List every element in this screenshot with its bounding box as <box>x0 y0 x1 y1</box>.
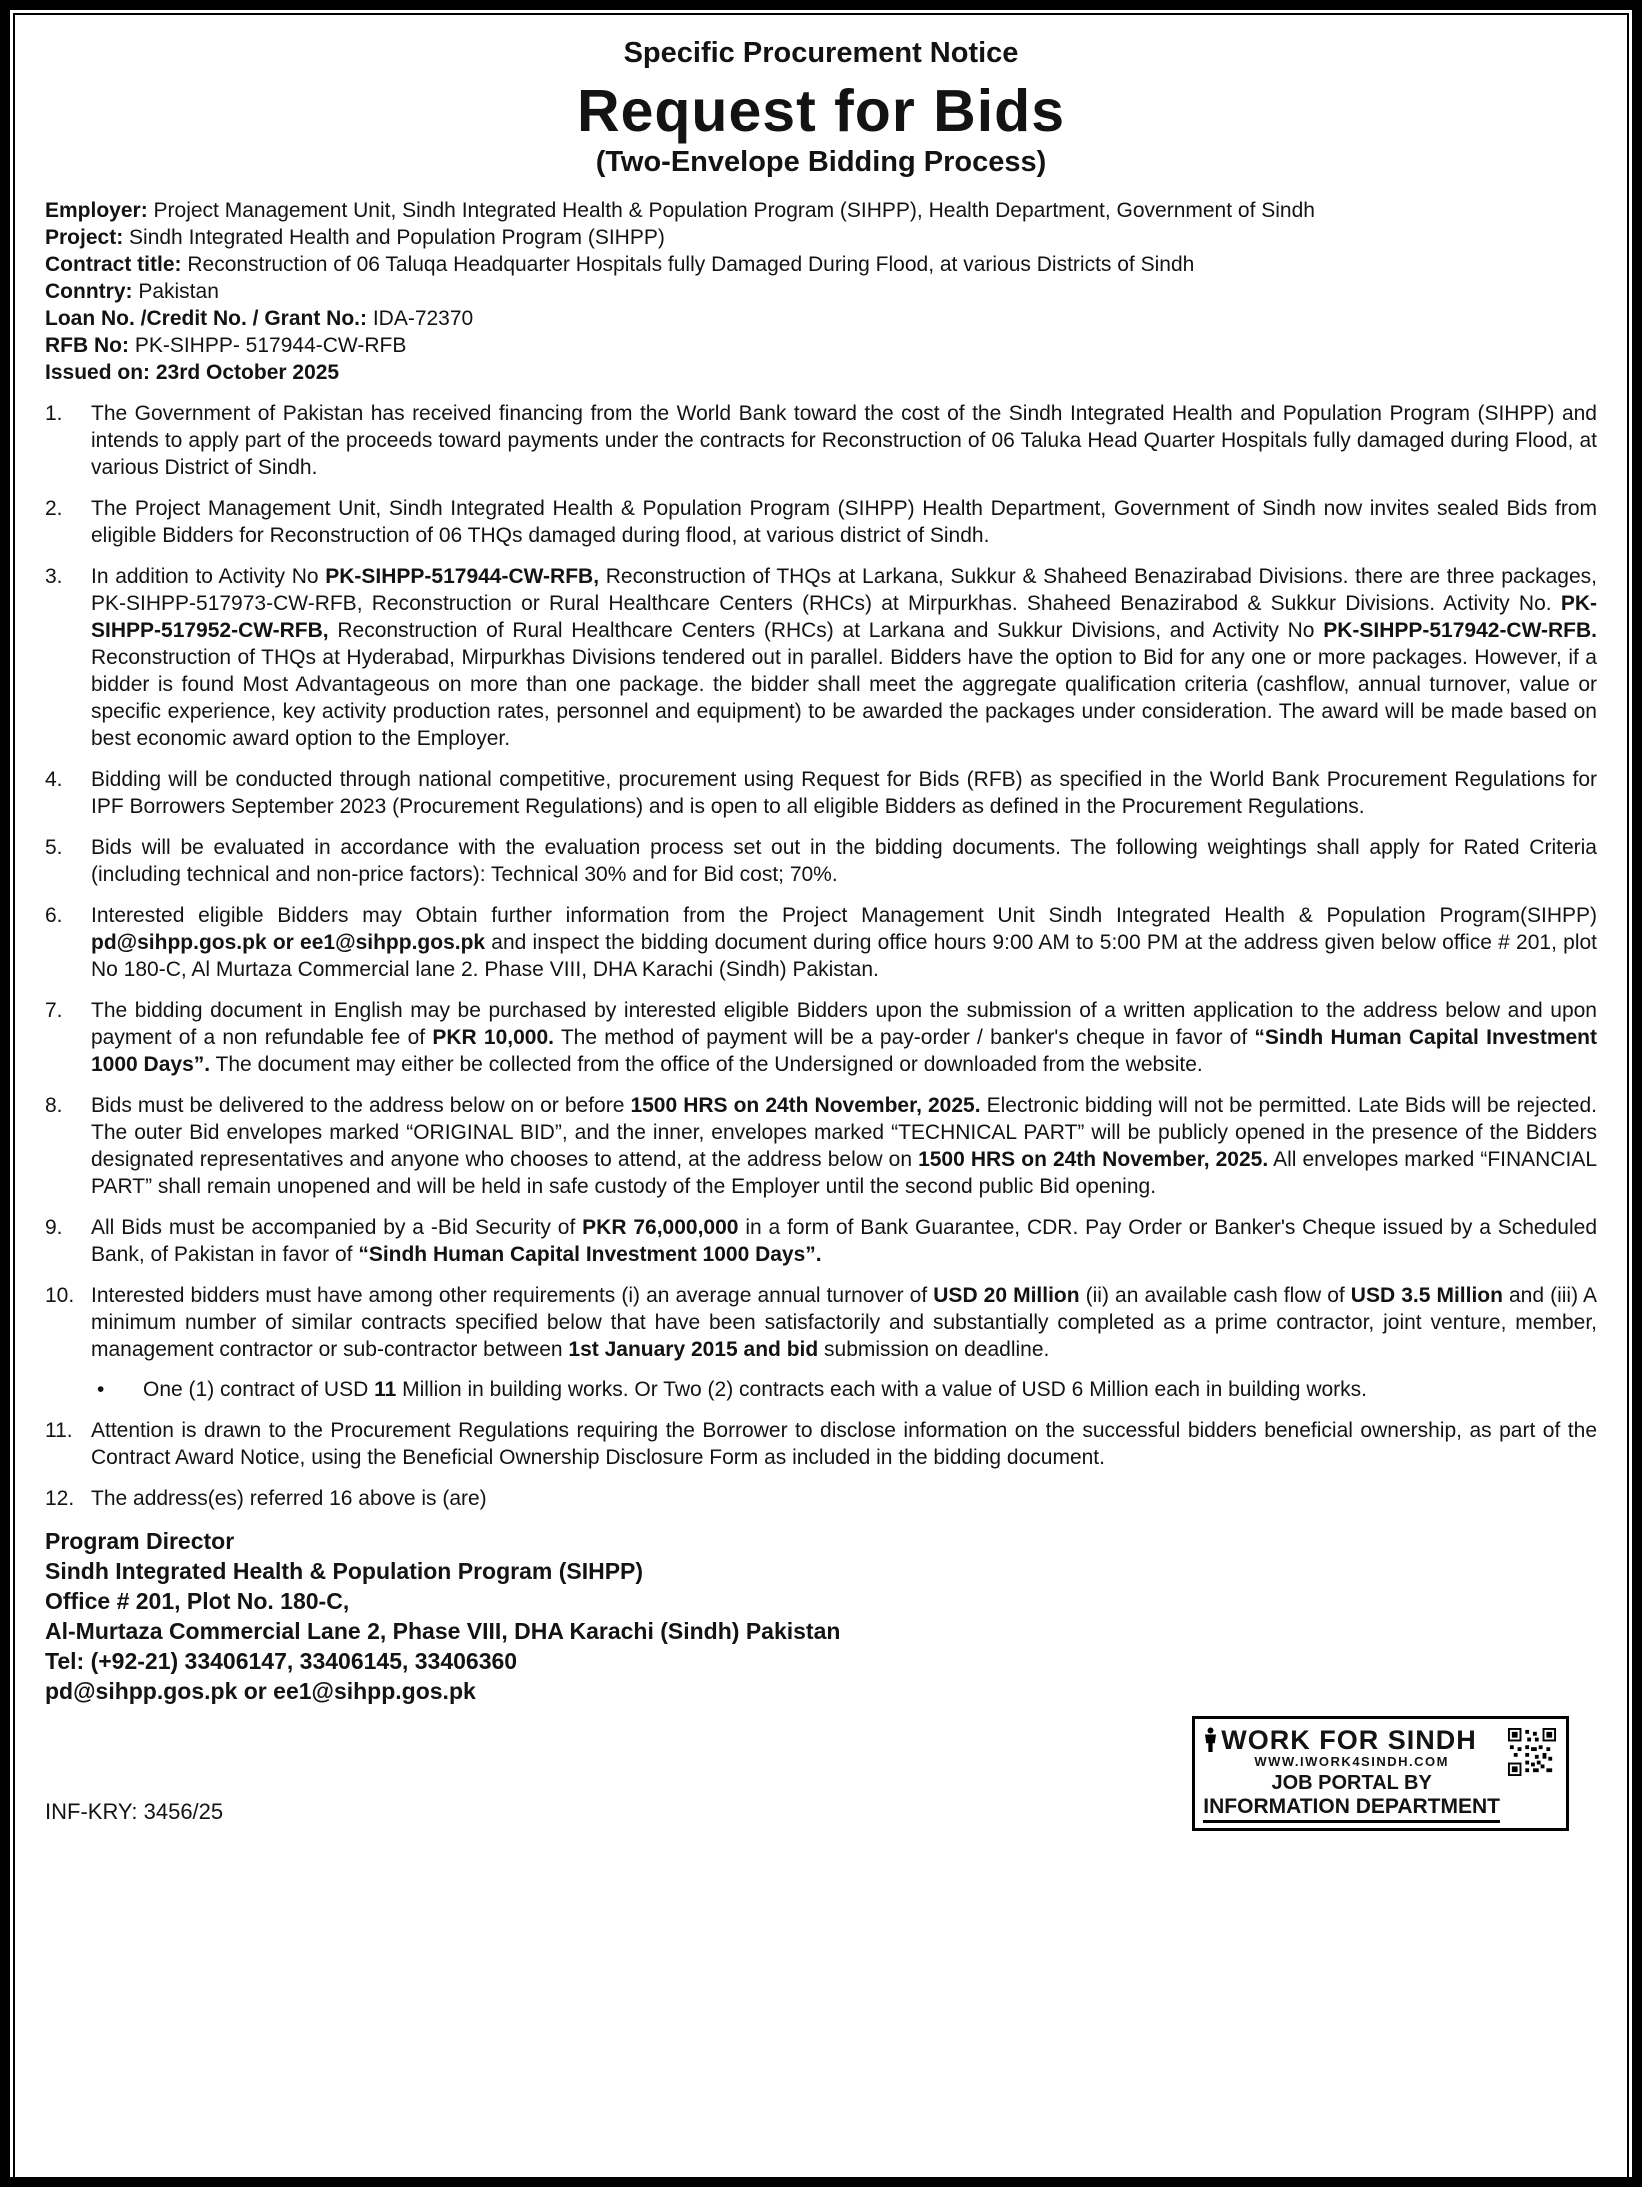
text-segment: Reconstruction of Rural Healthcare Centers (RHCs) at Larkana and Sukkur Divisions, and Activity No <box>328 619 1324 642</box>
logo-portal-line-1: JOB PORTAL BY <box>1271 1772 1432 1794</box>
item-body <box>91 834 1597 888</box>
item-text <box>91 1282 1597 1363</box>
item-number: 6. <box>45 904 63 927</box>
meta-line <box>45 251 1597 278</box>
text-segment: Interested bidders must have among other requirements (i) an average annual turnover of <box>91 1284 934 1307</box>
item-body <box>91 1417 1597 1471</box>
text-segment: Electronic bidding will not be permitted. Late Bids will be rejected. The outer Bid envelopes marked “ORIGINAL BID”, and the inner, envelopes marked “TECHNICAL PART” will be publicly opened in the presence of the Bidders designated representatives and anyone who chooses to attend, at the address below on <box>91 1094 1597 1171</box>
notice-reference: INF-KRY: 3456/25 <box>45 1799 224 1824</box>
text-segment: Project Management Unit, Sindh Integrated Health & Population Program (SIHPP), Health Department, Government of Sindh <box>153 199 1315 222</box>
notice-meta <box>45 197 1597 386</box>
meta-line <box>45 278 1597 305</box>
item-text <box>91 997 1597 1078</box>
item-body <box>91 563 1597 752</box>
text-segment: and (iii) A minimum number of similar contracts specified below that have been satisfactorily and substantially completed as a prime contractor, joint venture, member, management contractor or sub-contractor between <box>91 1284 1597 1361</box>
text-segment: in a form of Bank Guarantee, CDR. Pay Order or Banker's Cheque issued by a Scheduled Bank, of Pakistan in favor of <box>91 1216 1597 1266</box>
notice-subtitle: (Two-Envelope Bidding Process) <box>595 146 1047 178</box>
item-number: 4. <box>45 768 63 791</box>
item-text <box>91 1092 1597 1200</box>
item-text <box>91 1485 1597 1512</box>
text-segment-bold: 1500 HRS on 24th November, 2025. <box>918 1148 1269 1171</box>
meta-line <box>45 224 1597 251</box>
item-text <box>91 834 1597 888</box>
text-segment: Reconstruction of THQs at Hyderabad, Mirpurkhas Divisions tendered out in parallel. Bidders have the option to Bid for any one or more packages. However, if a bidder is found Most Advantageous on more than one package. the bidder shall meet the aggregate qualification criteria (cashflow, annual turnover, value or specific experience, key activity production rates, personnel and equipment) to be awarded the packages under consideration. The award will be made based on best economic award option to the Employer. <box>91 646 1597 750</box>
logo-title-row <box>1203 1726 1500 1754</box>
numbered-item <box>45 563 1597 752</box>
numbered-item <box>45 495 1597 549</box>
item-number: 8. <box>45 1094 63 1117</box>
notice-kicker: Specific Procurement Notice <box>623 37 1019 69</box>
qr-code-icon <box>1508 1728 1556 1776</box>
numbered-item <box>45 902 1597 983</box>
text-segment-bold: Contract title: <box>45 253 188 276</box>
text-segment-bold: USD 3.5 Million <box>1350 1284 1503 1307</box>
item-body <box>91 1282 1597 1403</box>
item-text <box>91 1214 1597 1268</box>
signature-line: Program Director <box>45 1528 235 1554</box>
notice-footer <box>45 1716 1597 1831</box>
item-number: 12. <box>45 1487 75 1510</box>
meta-line <box>45 359 1597 386</box>
logo-text-block <box>1203 1726 1500 1823</box>
person-icon <box>1203 1727 1218 1753</box>
notice-inner-frame <box>13 13 1629 2180</box>
item-text <box>91 400 1597 481</box>
item-text <box>91 902 1597 983</box>
signature-block <box>45 1526 1597 1706</box>
logo-portal-line-2: INFORMATION DEPARTMENT <box>1203 1795 1500 1823</box>
logo-website: WWW.IWORK4SINDH.COM <box>1254 1754 1449 1769</box>
text-segment: All Bids must be accompanied by a -Bid Security of <box>91 1216 583 1239</box>
text-segment: One (1) contract of USD <box>143 1378 375 1401</box>
text-segment: Attention is drawn to the Procurement Regulations requiring the Borrower to disclose information on the successful bidders beneficial ownership, as part of the Contract Award Notice, using the Beneficial Ownership Disclosure Form as included in the bidding document. <box>91 1419 1597 1469</box>
item-text <box>91 766 1597 820</box>
signature-line: Al-Murtaza Commercial Lane 2, Phase VIII, DHA Karachi (Sindh) Pakistan <box>45 1618 841 1644</box>
text-segment-bold: Employer: <box>45 199 154 222</box>
item-body <box>91 902 1597 983</box>
text-segment: submission on deadline. <box>818 1338 1050 1361</box>
text-segment-bold: 11 <box>374 1378 397 1401</box>
text-segment-bold: “Sindh Human Capital Investment 1000 Days”. <box>91 1026 1597 1076</box>
text-segment-bold: 1500 HRS on 24th November, 2025. <box>630 1094 981 1117</box>
text-segment-bold: 1st January 2015 and bid <box>568 1338 819 1361</box>
text-segment: Pakistan <box>138 280 219 303</box>
meta-line <box>45 305 1597 332</box>
numbered-item <box>45 766 1597 820</box>
text-segment-bold: “Sindh Human Capital Investment 1000 Days”. <box>358 1243 822 1266</box>
text-segment-bold: Project: <box>45 226 130 249</box>
text-segment: Million in building works. Or Two (2) contracts each with a value of USD 6 Million each in building works. <box>396 1378 1367 1401</box>
text-segment-bold: PK-SIHPP-517942-CW-RFB. <box>1323 619 1597 642</box>
meta-line <box>45 197 1597 224</box>
numbered-item <box>45 1282 1597 1403</box>
text-segment: In addition to Activity No <box>91 565 326 588</box>
text-segment-bold: Conntry: <box>45 280 139 303</box>
item-number: 3. <box>45 565 63 588</box>
text-segment: (ii) an available cash flow of <box>1079 1284 1351 1307</box>
numbered-item <box>45 1092 1597 1200</box>
text-segment: The Government of Pakistan has received financing from the World Bank toward the cost of the Sindh Integrated Health and Population Program (SIHPP) and intends to apply part of the proceeds toward payments under the contracts for Reconstruction of 06 Taluka Head Quarter Hospitals fully damaged during Flood, at various District of Sindh. <box>91 402 1597 479</box>
text-segment-bold: Issued on: 23rd October 2025 <box>45 361 340 384</box>
signature-line: Sindh Integrated Health & Population Program (SIHPP) <box>45 1558 644 1584</box>
text-segment: Interested eligible Bidders may Obtain further information from the Project Management Unit Sindh Integrated Health & Population Program(SIHPP) <box>91 904 1597 927</box>
text-segment: The method of payment will be a pay-order / banker's cheque in favor of <box>553 1026 1255 1049</box>
signature-line: Office # 201, Plot No. 180-C, <box>45 1588 350 1614</box>
item-body <box>91 1485 1597 1512</box>
numbered-item <box>45 834 1597 888</box>
item-number: 2. <box>45 497 63 520</box>
text-segment-bold: PK-SIHPP-517952-CW-RFB, <box>91 592 1597 642</box>
text-segment: Reconstruction of THQs at Larkana, Sukkur & Shaheed Benazirabad Divisions. there are three packages, PK-SIHPP-517973-CW-RFB, Reconstruction or Rural Healthcare Centers (RHCs) at Mirpurkhas. Shaheed Benazirabod & Sukkur Divisions. Activity No. <box>91 565 1597 615</box>
text-segment-bold: USD 20 Million <box>933 1284 1080 1307</box>
numbered-item <box>45 400 1597 481</box>
notice-header <box>45 37 1597 179</box>
numbered-item <box>45 1214 1597 1268</box>
text-segment: Bids will be evaluated in accordance with the evaluation process set out in the bidding documents. The following weightings shall apply for Rated Criteria (including technical and non-price factors): Technical 30% and for Bid cost; 70%. <box>91 836 1597 886</box>
text-segment-bold: RFB No: <box>45 334 135 357</box>
logo-title: WORK FOR SINDH <box>1221 1725 1477 1755</box>
text-segment: The bidding document in English may be purchased by interested eligible Bidders upon the submission of a written application to the address below and upon payment of a non refundable fee of <box>91 999 1597 1049</box>
page-title: Request for Bids <box>576 78 1066 144</box>
item-number: 9. <box>45 1216 63 1239</box>
text-segment: Bidding will be conducted through national competitive, procurement using Request for Bids (RFB) as specified in the World Bank Procurement Regulations for IPF Borrowers September 2023 (Procurement Regulations) and is open to all eligible Bidders as defined in the Procurement Regulations. <box>91 768 1597 818</box>
text-segment-bold: Loan No. /Credit No. / Grant No.: <box>45 307 373 330</box>
bullet-dot: • <box>97 1378 105 1401</box>
bullet-item <box>91 1376 1597 1403</box>
numbered-item <box>45 1417 1597 1471</box>
text-segment-bold: pd@sihpp.gos.pk or ee1@sihpp.gos.pk <box>91 931 486 954</box>
item-number: 10. <box>45 1284 75 1307</box>
item-number: 7. <box>45 999 63 1022</box>
item-text <box>91 495 1597 549</box>
numbered-item <box>45 1485 1597 1512</box>
item-body <box>91 495 1597 549</box>
item-body <box>91 1214 1597 1268</box>
item-body <box>91 400 1597 481</box>
signature-line: pd@sihpp.gos.pk or ee1@sihpp.gos.pk <box>45 1678 476 1704</box>
bullet-text <box>143 1376 1597 1403</box>
text-segment: and inspect the bidding document during office hours 9:00 AM to 5:00 PM at the address given below office # 201, plot No 180-C, Al Murtaza Commercial lane 2. Phase VIII, DHA Karachi (Sindh) Pakistan. <box>91 931 1597 981</box>
text-segment: Reconstruction of 06 Taluqa Headquarter Hospitals fully Damaged During Flood, at various Districts of Sindh <box>187 253 1195 276</box>
meta-line <box>45 332 1597 359</box>
text-segment: All envelopes marked “FINANCIAL PART” shall remain unopened and will be held in safe custody of the Employer until the second public Bid opening. <box>91 1148 1598 1198</box>
text-segment: PK-SIHPP- 517944-CW-RFB <box>134 334 407 357</box>
item-body <box>91 997 1597 1078</box>
text-segment-bold: PK-SIHPP-517944-CW-RFB, <box>325 565 600 588</box>
item-body <box>91 766 1597 820</box>
item-text <box>91 1417 1597 1471</box>
signature-line: Tel: (+92-21) 33406147, 33406145, 33406360 <box>45 1648 518 1674</box>
text-segment: The document may either be collected from the office of the Undersigned or downloaded from the website. <box>210 1053 1203 1076</box>
text-segment-bold: PKR 10,000. <box>432 1026 554 1049</box>
notice-items <box>45 400 1597 1512</box>
item-number: 1. <box>45 402 63 425</box>
iwork4sindh-logo <box>1192 1716 1569 1831</box>
item-body <box>91 1092 1597 1200</box>
text-segment: The address(es) referred 16 above is (are) <box>91 1487 487 1510</box>
text-segment: Bids must be delivered to the address below on or before <box>91 1094 631 1117</box>
text-segment-bold: PKR 76,000,000 <box>582 1216 739 1239</box>
item-number: 11. <box>45 1419 73 1442</box>
text-segment: IDA-72370 <box>372 307 474 330</box>
text-segment: The Project Management Unit, Sindh Integrated Health & Population Program (SIHPP) Health Department, Government of Sindh now invites sealed Bids from eligible Bidders for Reconstruction of 06 THQs damaged during flood, at various district of Sindh. <box>91 497 1597 547</box>
item-number: 5. <box>45 836 63 859</box>
item-text <box>91 563 1597 752</box>
numbered-item <box>45 997 1597 1078</box>
text-segment: Sindh Integrated Health and Population Program (SIHPP) <box>129 226 665 249</box>
